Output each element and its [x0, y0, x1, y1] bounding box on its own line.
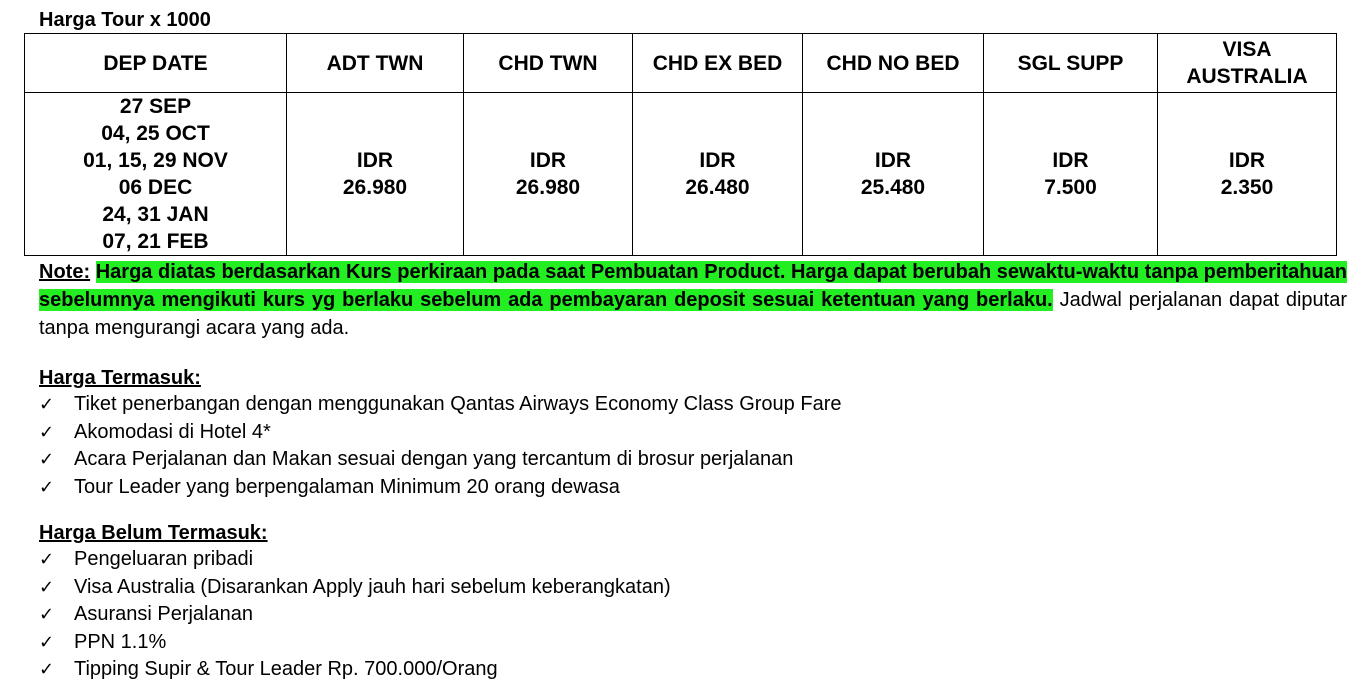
- dep-date: 24, 31 JAN: [102, 203, 209, 226]
- price-cell-sgl-supp: [984, 93, 1158, 256]
- price-cell-adt-twn: [287, 93, 464, 256]
- price-cell-visa-australia: [1158, 93, 1337, 256]
- price-value: 7.500: [1044, 176, 1097, 199]
- list-item: [39, 629, 1339, 657]
- price-value: 2.350: [1220, 176, 1274, 199]
- dep-date: 01, 15, 29 NOV: [83, 149, 228, 172]
- check-icon: ✓: [39, 449, 55, 470]
- list-item: [39, 546, 1339, 574]
- check-icon: ✓: [39, 549, 55, 570]
- note-highlighted-text: Harga diatas berdasarkan Kurs perkiraan pada saat Pembuatan Product. Harga dapat berubah sewaktu-waktu tanpa pemberitahuan sebelumnya mengikuti kurs yg berlaku sebelum ada pembayaran deposit sesuai ketentuan yang berlaku.: [39, 261, 1347, 311]
- list-item-text: Pengeluaran pribadi: [74, 548, 254, 570]
- price-cell-chd-no-bed: [803, 93, 984, 256]
- excluded-title: Harga Belum Termasuk:: [39, 522, 268, 544]
- dep-date: 06 DEC: [118, 176, 193, 199]
- included-title: Harga Termasuk:: [39, 367, 201, 389]
- currency-label: IDR: [699, 149, 736, 172]
- dep-date: 07, 21 FEB: [102, 230, 209, 253]
- list-item: [39, 391, 1339, 419]
- header-adt-twn: ADT TWN: [287, 34, 464, 93]
- header-chd-no-bed: CHD NO BED: [803, 34, 984, 93]
- currency-label: IDR: [356, 149, 394, 172]
- note-plain-text: Jadwal perjalanan dapat diputar tanpa mengurangi acara yang ada.: [39, 289, 1348, 339]
- list-item: [39, 446, 1339, 474]
- excluded-section: [39, 520, 1339, 684]
- header-chd-twn: CHD TWN: [464, 34, 633, 93]
- header-dep-date: DEP DATE: [25, 34, 287, 93]
- table-header-row: [25, 34, 1337, 93]
- check-icon: ✓: [39, 576, 55, 598]
- list-item-text: Visa Australia (Disarankan Apply jauh hari sebelum keberangkatan): [74, 575, 671, 598]
- currency-label: IDR: [1228, 149, 1266, 172]
- list-item-text: Acara Perjalanan dan Makan sesuai dengan yang tercantum di brosur perjalanan: [74, 448, 794, 470]
- list-item: [39, 574, 1339, 602]
- note-label: Note:: [39, 261, 91, 283]
- price-value: 26.480: [685, 176, 750, 199]
- list-item: [39, 419, 1339, 447]
- price-value: 26.980: [342, 176, 408, 199]
- price-note: [39, 258, 1347, 342]
- currency-label: IDR: [874, 149, 912, 172]
- dep-date: 27 SEP: [119, 95, 192, 118]
- header-visa-australia: VISA AUSTRALIA: [1158, 34, 1337, 93]
- check-icon: ✓: [39, 476, 55, 498]
- price-value: 26.980: [515, 176, 581, 199]
- list-item-text: Akomodasi di Hotel 4*: [74, 420, 271, 443]
- list-item: [39, 474, 1339, 502]
- list-item-text: Tipping Supir & Tour Leader Rp. 700.000/Orang: [74, 658, 498, 680]
- dep-date: 04, 25 OCT: [101, 122, 210, 145]
- check-icon: ✓: [39, 421, 55, 443]
- page-title: Harga Tour x 1000: [39, 9, 211, 31]
- list-item-text: Tour Leader yang berpengalaman Minimum 20 orang dewasa: [74, 475, 620, 498]
- price-cell-chd-ex-bed: [633, 93, 803, 256]
- currency-label: IDR: [1052, 149, 1089, 172]
- check-icon: ✓: [39, 631, 55, 653]
- table-row: [25, 93, 1337, 256]
- list-item-text: Asuransi Perjalanan: [74, 603, 253, 625]
- list-item: [39, 601, 1339, 629]
- included-section: [39, 365, 1339, 501]
- check-icon: ✓: [39, 659, 55, 680]
- list-item-text: Tiket penerbangan dengan menggunakan Qantas Airways Economy Class Group Fare: [74, 393, 842, 415]
- list-item-text: PPN 1.1%: [74, 630, 167, 653]
- header-sgl-supp: SGL SUPP: [984, 34, 1158, 93]
- currency-label: IDR: [529, 149, 567, 172]
- check-icon: ✓: [39, 604, 55, 625]
- price-value: 25.480: [860, 176, 926, 199]
- header-chd-ex-bed: CHD EX BED: [633, 34, 803, 93]
- check-icon: ✓: [39, 394, 55, 415]
- list-item: [39, 656, 1339, 684]
- dep-date-cell: [25, 93, 287, 256]
- price-cell-chd-twn: [464, 93, 633, 256]
- price-table: [24, 33, 1337, 256]
